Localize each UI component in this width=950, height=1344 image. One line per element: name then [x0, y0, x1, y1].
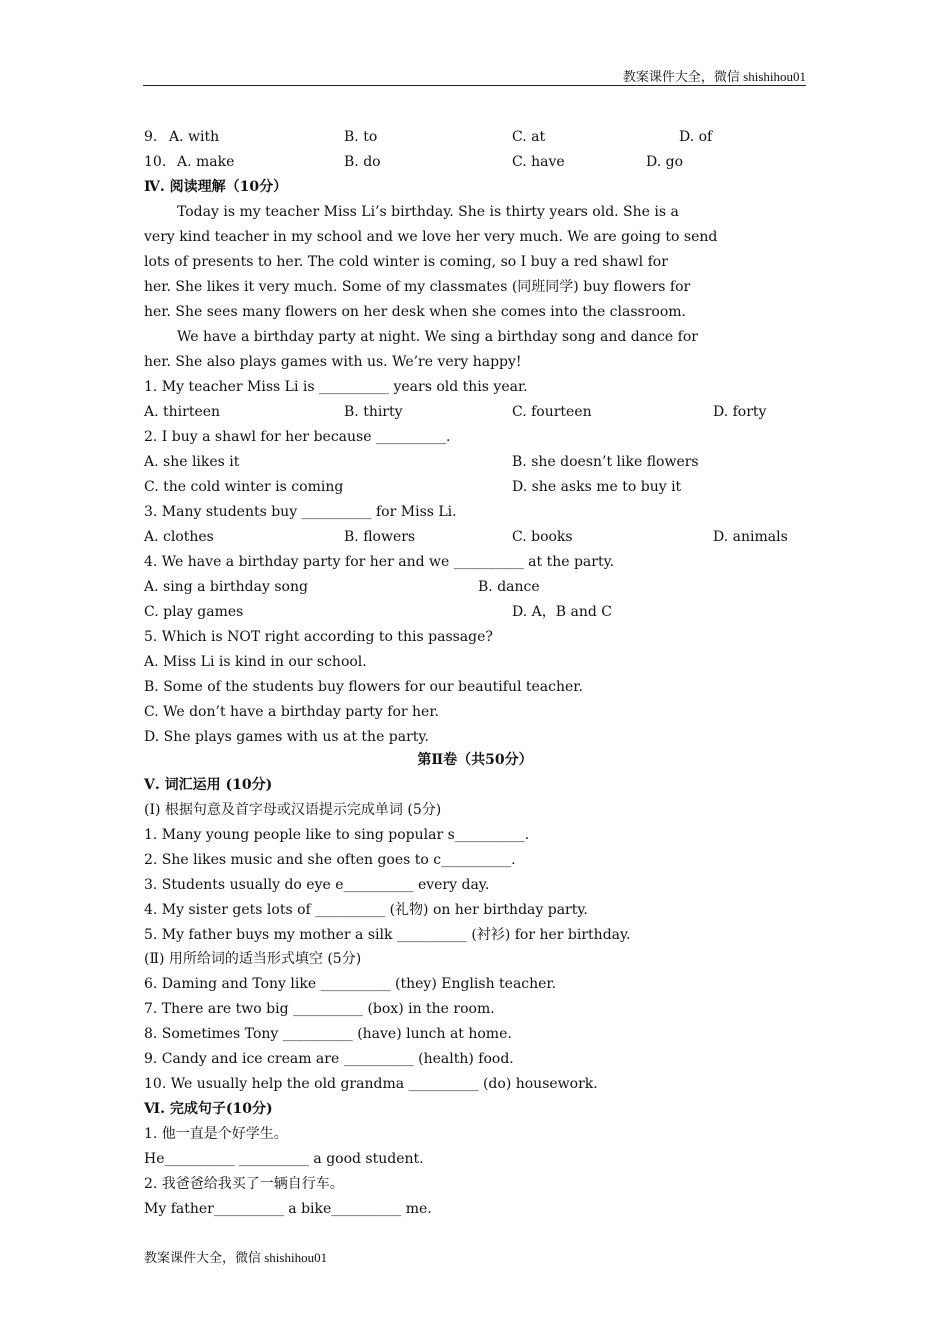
option-a: A. sing a birthday song	[144, 579, 308, 595]
vocab-item: 3. Students usually do eye e__________ every day.	[144, 877, 490, 893]
page-header: 教案课件大全，微信 shishihou01	[622, 69, 806, 84]
vocab-item: 10. We usually help the old grandma __________ (do) housework.	[144, 1076, 598, 1092]
vocab-item: 6. Daming and Tony like __________ (they) English teacher.	[144, 976, 557, 992]
option-d: D. she asks me to buy it	[512, 479, 682, 495]
reading-question-2-options-row2	[144, 475, 682, 499]
reading-question-4-options-row2	[144, 600, 612, 624]
option-c: C. We don’t have a birthday party for her.	[144, 704, 439, 720]
option-c: C. at	[512, 129, 546, 145]
sentence-blank: He__________ __________ a good student.	[144, 1151, 424, 1167]
option-a: A. with	[169, 129, 220, 145]
option-b: B. flowers	[344, 529, 416, 545]
reading-question-2: 2. I buy a shawl for her because __________.	[144, 429, 451, 445]
option-a: A. she likes it	[144, 454, 240, 470]
vocab-item: 8. Sometimes Tony __________ (have) lunch at home.	[144, 1026, 512, 1042]
passage-line: her. She also plays games with us. We’re very happy!	[144, 354, 522, 370]
question-number: 9.	[144, 129, 158, 145]
reading-question-1: 1. My teacher Miss Li is __________ years old this year.	[144, 379, 528, 395]
option-b: B. dance	[478, 579, 540, 595]
option-b: B. Some of the students buy flowers for our beautiful teacher.	[144, 679, 583, 695]
passage-line: very kind teacher in my school and we love her very much. We are going to send	[144, 229, 718, 245]
question-number: 10.	[144, 154, 167, 170]
sentence-blank: My father__________ a bike__________ me.	[144, 1201, 432, 1217]
option-a: A. thirteen	[144, 404, 221, 420]
section-5-title: Ⅴ. 词汇运用 (10分)	[144, 777, 273, 793]
option-d: D. forty	[713, 404, 767, 420]
passage-line: her. She sees many flowers on her desk when she comes into the classroom.	[144, 304, 686, 320]
vocab-item: 5. My father buys my mother a silk __________ (衬衫) for her birthday.	[144, 927, 631, 943]
option-c: C. fourteen	[512, 404, 592, 420]
reading-question-3: 3. Many students buy __________ for Miss Li.	[144, 504, 457, 520]
vocab-item: 4. My sister gets lots of __________ (礼物) on her birthday party.	[144, 902, 588, 918]
option-c: C. the cold winter is coming	[144, 479, 344, 495]
option-d: D. animals	[713, 529, 788, 545]
question-9	[144, 125, 713, 149]
page-footer: 教案课件大全，微信 shishihou01	[144, 1250, 328, 1265]
option-b: B. she doesn’t like flowers	[512, 454, 699, 470]
option-a: A. make	[177, 154, 235, 170]
reading-question-5: 5. Which is NOT right according to this passage?	[144, 629, 493, 645]
reading-question-4: 4. We have a birthday party for her and we __________ at the party.	[144, 554, 615, 570]
part-2-title: 第Ⅱ卷（共50分）	[417, 752, 533, 768]
option-a: A. Miss Li is kind in our school.	[144, 654, 367, 670]
option-c: C. have	[512, 154, 565, 170]
passage-line: We have a birthday party at night. We sing a birthday song and dance for	[177, 329, 698, 345]
passage-line: lots of presents to her. The cold winter is coming, so I buy a red shawl for	[144, 254, 668, 270]
section-5-subtitle-1: (Ⅰ) 根据句意及首字母或汉语提示完成单词 (5分)	[144, 802, 442, 818]
option-b: B. thirty	[344, 404, 403, 420]
header-rule	[143, 85, 806, 86]
option-b: B. do	[344, 154, 381, 170]
reading-question-1-options	[144, 400, 767, 424]
option-d: D. She plays games with us at the party.	[144, 729, 429, 745]
vocab-item: 9. Candy and ice cream are __________ (health) food.	[144, 1051, 514, 1067]
reading-question-3-options	[144, 525, 788, 549]
sentence-prompt: 2. 我爸爸给我买了一辆自行车。	[144, 1176, 344, 1192]
section-6-title: Ⅵ. 完成句子(10分)	[144, 1101, 273, 1117]
question-10	[144, 150, 684, 174]
option-c: C. books	[512, 529, 573, 545]
vocab-item: 7. There are two big __________ (box) in the room.	[144, 1001, 495, 1017]
option-d: D. go	[646, 154, 684, 170]
section-4-title: Ⅳ. 阅读理解（10分）	[144, 179, 288, 195]
option-c: C. play games	[144, 604, 244, 620]
section-5-subtitle-2: (Ⅱ) 用所给词的适当形式填空 (5分)	[144, 951, 362, 967]
option-b: B. to	[344, 129, 378, 145]
vocab-item: 2. She likes music and she often goes to c__________.	[144, 852, 516, 868]
reading-question-2-options-row1	[144, 450, 699, 474]
passage-line: her. She likes it very much. Some of my classmates (同班同学) buy flowers for	[144, 279, 691, 295]
option-d: D. A，B and C	[512, 604, 612, 620]
sentence-prompt: 1. 他一直是个好学生。	[144, 1126, 288, 1142]
passage-line: Today is my teacher Miss Li’s birthday. She is thirty years old. She is a	[177, 204, 679, 220]
option-d: D. of	[679, 129, 713, 145]
vocab-item: 1. Many young people like to sing popular s__________.	[144, 827, 530, 843]
option-a: A. clothes	[144, 529, 214, 545]
reading-question-4-options-row1	[144, 575, 540, 599]
